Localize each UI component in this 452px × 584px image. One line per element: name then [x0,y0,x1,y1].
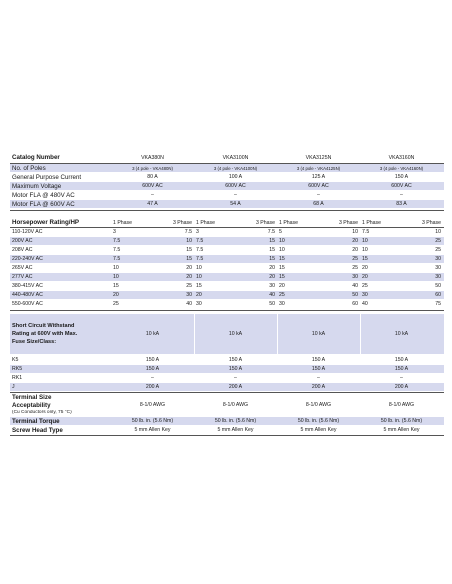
poles-value: 3 (4 pole - VKA4160N) [379,165,424,171]
phase-label: 1 Phase [196,219,216,226]
fuse-value: 200 A [228,384,243,390]
hp-value: 30 [435,265,441,271]
phase-label: 3 Phase [338,219,358,226]
hp-value: 15 [279,256,285,262]
hp-value: 40 [186,301,192,307]
hp-value: 10 [362,247,368,253]
hp-value: 50 [435,283,441,289]
catalog-value: VKA380N [141,154,164,161]
hp-value: 50 [352,292,358,298]
fuse-value: 150 A [228,366,243,372]
fuse-value: 150 A [394,357,409,363]
short-circuit-label [10,314,111,354]
hp-value: 30 [279,301,285,307]
hp-value: 25 [435,238,441,244]
fuse-value: 150 A [311,357,326,363]
hp-value: 10 [113,274,119,280]
hp-value: 5 [279,229,282,235]
hp-value: 40 [352,283,358,289]
hp-value: 25 [435,247,441,253]
hp-value: 7.5 [362,229,370,235]
row-label: Terminal Size [12,393,52,401]
fuse-value: – [400,375,403,381]
hp-value: 20 [269,265,275,271]
hp-value: 20 [113,292,119,298]
row-label: 220-240V AC [12,256,43,262]
hp-row [10,264,444,272]
divider [10,210,444,211]
hp-value: 20 [186,265,192,271]
hp-value: 60 [435,292,441,298]
hp-row [10,291,444,299]
fla480-value: – [400,192,403,198]
current-value: 80 A [147,174,158,180]
hp-value: 25 [352,256,358,262]
fuse-row [10,356,444,364]
hp-value: 10 [186,238,192,244]
hp-row [10,300,444,308]
catalog-value: VKA3160N [388,154,415,161]
hp-value: 15 [279,274,285,280]
current-value: 125 A [311,174,326,180]
terminal-value: 8-1/0 AWG [305,402,332,408]
hp-value: 15 [269,247,275,253]
hp-value: 3 [196,229,199,235]
short-circuit-value: 10 kA [311,331,326,337]
fla600-value: 54 A [230,201,241,207]
row-label: Maximum Voltage [12,182,62,190]
hp-header-row [10,218,444,227]
hp-value: 30 [186,292,192,298]
fuse-row [10,383,444,391]
hp-value: 30 [435,274,441,280]
hp-value: 75 [435,301,441,307]
hp-value: 10 [279,238,285,244]
hp-value: 15 [186,247,192,253]
terminal-value: 8-1/0 AWG [388,402,415,408]
hp-value: 15 [113,283,119,289]
hp-value: 20 [352,238,358,244]
hp-value: 15 [196,283,202,289]
phase-pair [360,220,443,226]
fuse-value: 150 A [228,357,243,363]
screw-value: 5 mm Allen Key [300,427,337,433]
fuse-row [10,365,444,373]
poles-value: 3 (4 pole - VKA4125N) [296,165,341,171]
hp-value: 20 [269,274,275,280]
screw-row [10,426,444,434]
hp-value: 30 [362,292,368,298]
hp-value: 50 [269,301,275,307]
hp-value: 15 [362,256,368,262]
phase-label: 3 Phase [172,219,192,226]
short-circuit-value: 10 kA [228,331,243,337]
phase-label: 3 Phase [255,219,275,226]
terminal-value: 8-1/0 AWG [139,402,166,408]
fuse-row [10,374,444,382]
hp-value: 40 [362,301,368,307]
poles-value: 3 (4 pole - VKA480N) [132,165,173,171]
fuse-value: 150 A [145,357,160,363]
voltage-value: 600V AC [142,183,163,189]
hp-value: 15 [269,256,275,262]
hp-value: 25 [113,301,119,307]
screw-value: 5 mm Allen Key [134,427,171,433]
fla480-row [10,191,444,199]
label-line: Short Circuit Withstand [12,323,75,329]
hp-row [10,282,444,290]
current-row [10,173,444,181]
poles-value: 3 (4 pole - VKA4100N) [213,165,258,171]
row-label: No. of Poles [12,164,46,172]
hp-value: 7.5 [196,238,204,244]
fla480-value: – [234,192,237,198]
column-separator [277,314,278,354]
phase-label: 1 Phase [279,219,299,226]
fuse-value: 200 A [311,384,326,390]
hp-value: 10 [352,229,358,235]
torque-value: 50 lb. in. (5.6 Nm) [131,418,174,424]
torque-row [10,417,444,425]
torque-value: 50 lb. in. (5.6 Nm) [297,418,340,424]
column-separator [194,314,195,354]
voltage-row [10,182,444,190]
catalog-row [10,153,444,162]
screw-value: 5 mm Allen Key [383,427,420,433]
hp-row [10,228,444,236]
terminal-note: (Cu Conductors only, 75 °C) [12,410,72,415]
hp-value: 25 [279,292,285,298]
hp-value: 7.5 [267,229,275,235]
hp-value: 25 [186,283,192,289]
hp-value: 25 [362,283,368,289]
fla600-value: 83 A [396,201,407,207]
phase-label: 1 Phase [113,219,133,226]
hp-value: 7.5 [196,247,204,253]
short-circuit-value: 10 kA [394,331,409,337]
row-label: 110-120V AC [12,229,43,235]
hp-value: 10 [196,274,202,280]
hp-value: 20 [362,274,368,280]
hp-value: 7.5 [113,238,121,244]
divider [10,435,444,436]
hp-value: 10 [279,247,285,253]
hp-value: 10 [435,229,441,235]
fuse-value: 200 A [145,384,160,390]
torque-value: 50 lb. in. (5.6 Nm) [380,418,423,424]
hp-value: 30 [435,256,441,262]
hp-value: 30 [269,283,275,289]
row-label: RK1 [12,375,23,381]
hp-row [10,255,444,263]
fla600-row [10,200,444,208]
fuse-value: – [234,375,237,381]
hp-value: 20 [352,247,358,253]
label-line: Fuse Size/Class: [12,339,57,345]
fuse-value: 150 A [311,366,326,372]
current-value: 100 A [228,174,243,180]
hp-value: 60 [352,301,358,307]
row-label: 277V AC [12,274,33,280]
current-value: 150 A [394,174,409,180]
row-label: Catalog Number [12,154,60,161]
poles-row [10,164,444,172]
hp-value: 15 [269,238,275,244]
column-separator [360,314,361,354]
fuse-value: – [317,375,320,381]
fla480-value: – [317,192,320,198]
row-label: General Purpose Current [12,173,82,181]
fuse-value: 150 A [145,366,160,372]
short-circuit-value: 10 kA [145,331,160,337]
torque-value: 50 lb. in. (5.6 Nm) [214,418,257,424]
divider [10,310,444,311]
hp-row [10,246,444,254]
row-label: RK5 [12,366,23,372]
hp-value: 25 [352,265,358,271]
row-label: 208V AC [12,247,33,253]
hp-value: 20 [362,265,368,271]
terminal-value: 8-1/0 AWG [222,402,249,408]
fla600-value: 68 A [313,201,324,207]
terminal-note-row [10,409,444,416]
short-circuit-block [10,314,444,354]
hp-value: 7.5 [113,256,121,262]
hp-value: 20 [186,274,192,280]
row-label: 200V AC [12,238,33,244]
hp-value: 30 [196,301,202,307]
catalog-value: VKA3125N [305,154,332,161]
hp-value: 40 [269,292,275,298]
hp-value: 30 [352,274,358,280]
phase-pair [194,220,277,226]
row-label: K5 [12,357,19,363]
catalog-value: VKA3100N [222,154,249,161]
phase-label: 1 Phase [362,219,382,226]
row-label: 550-600V AC [12,301,43,307]
row-label: Screw Head Type [12,426,63,434]
hp-value: 20 [279,283,285,289]
row-label: Horsepower Rating/HP [12,219,80,226]
hp-value: 7.5 [113,247,121,253]
hp-value: 7.5 [184,229,192,235]
fuse-value: 150 A [394,366,409,372]
fuse-value: – [151,375,154,381]
fla480-value: – [151,192,154,198]
fuse-value: 200 A [394,384,409,390]
screw-value: 5 mm Allen Key [217,427,254,433]
hp-value: 10 [362,238,368,244]
phase-pair [111,220,194,226]
hp-value: 3 [113,229,116,235]
phase-pair [277,220,360,226]
phase-label: 3 Phase [421,219,441,226]
hp-row [10,273,444,281]
hp-value: 10 [113,265,119,271]
row-label: 440-480V AC [12,292,43,298]
hp-value: 20 [196,292,202,298]
hp-value: 15 [186,256,192,262]
label-line: Rating at 600V with Max. [12,331,78,337]
voltage-value: 600V AC [308,183,329,189]
acceptability-row [10,401,444,409]
hp-value: 10 [196,265,202,271]
hp-value: 15 [279,265,285,271]
row-label: Motor FLA @ 600V AC [12,200,75,208]
terminal-size-row [10,393,444,401]
row-label: Terminal Torque [12,417,60,425]
hp-row [10,237,444,245]
row-label: Motor FLA @ 480V AC [12,191,75,199]
row-label: 380-415V AC [12,283,43,289]
row-label: Acceptability [12,401,51,409]
voltage-value: 600V AC [225,183,246,189]
row-label: J [12,384,15,390]
voltage-value: 600V AC [391,183,412,189]
fla600-value: 47 A [147,201,158,207]
hp-value: 7.5 [196,256,204,262]
row-label: 265V AC [12,265,33,271]
